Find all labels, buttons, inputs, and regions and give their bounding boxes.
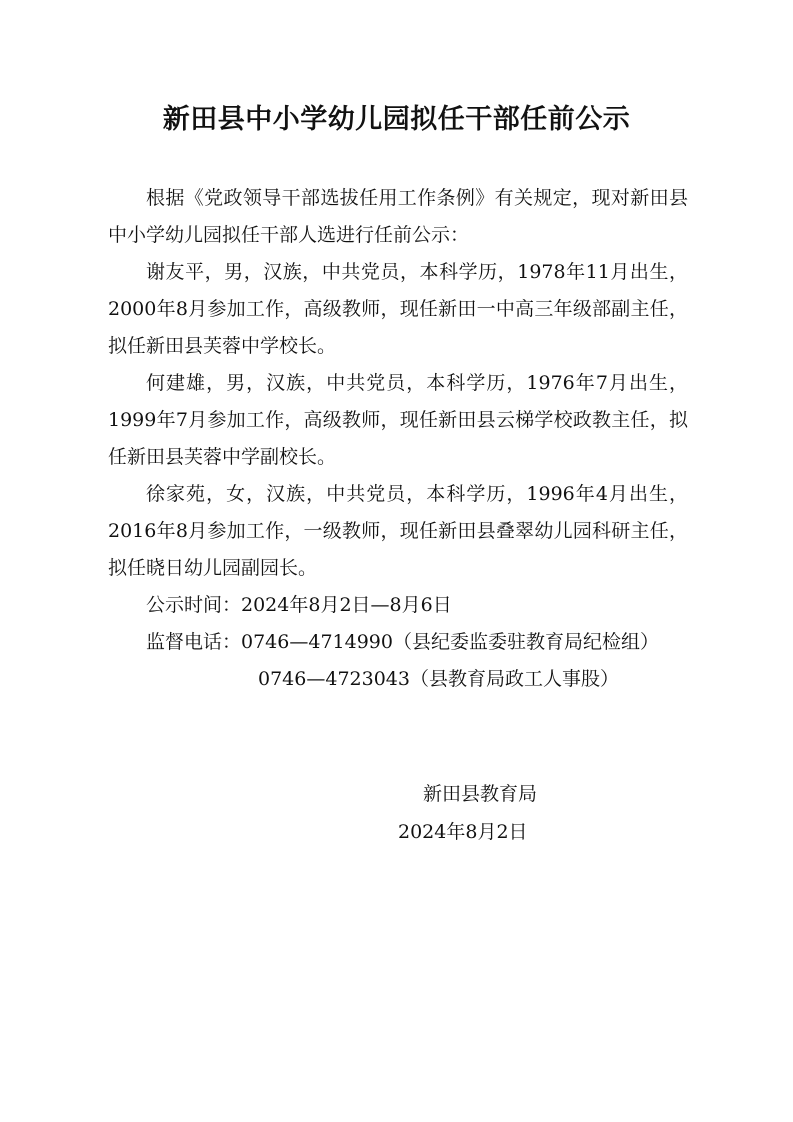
candidate-paragraph-2: 何建雄，男，汉族，中共党员，本科学历，1976年7月出生，1999年7月参加工作，高级教师，现任新田县云梯学校政教主任，拟任新田县芙蓉中学副校长。 [108,372,688,468]
document-body [108,180,688,698]
signature-date: 2024年8月2日 [398,821,528,843]
supervision-hotline-2: 0746—4723043（县教育局政工人事股） [258,668,619,690]
candidate-paragraph-1: 谢友平，男，汉族，中共党员，本科学历，1978年11月出生，2000年8月参加工作，高级教师，现任新田一中高三年级部副主任，拟任新田县芙蓉中学校长。 [108,261,688,357]
signature-org: 新田县教育局 [423,783,538,805]
candidate-paragraph-3: 徐家苑，女，汉族，中共党员，本科学历，1996年4月出生，2016年8月参加工作，一级教师，现任新田县叠翠幼儿园科研主任，拟任晓日幼儿园副园长。 [108,483,688,579]
intro-paragraph: 根据《党政领导干部选拔任用工作条例》有关规定，现对新田县中小学幼儿园拟任干部人选进行任前公示： [108,187,688,246]
supervision-hotline-1: 监督电话：0746—4714990（县纪委监委驻教育局纪检组） [146,631,659,653]
notice-period: 公示时间：2024年8月2日—8月6日 [146,594,452,616]
document-title: 新田县中小学幼儿园拟任干部任前公示 [162,104,631,135]
